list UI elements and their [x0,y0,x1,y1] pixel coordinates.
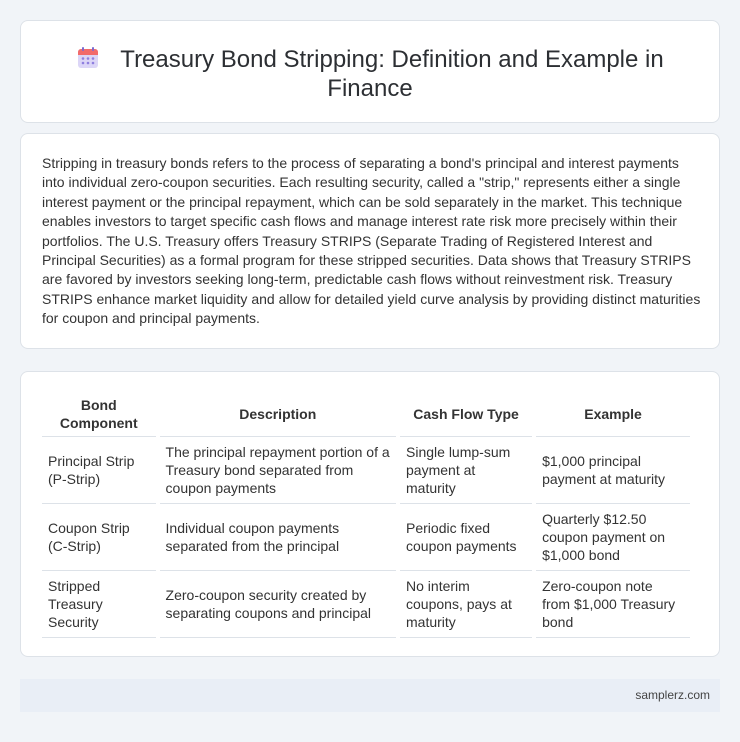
cell-cash-flow: No interim coupons, pays at maturity [400,571,532,638]
cell-example: $1,000 principal payment at maturity [536,437,690,504]
calendar-icon [76,46,100,70]
footer-source: samplerz.com [635,688,710,702]
page-title [51,45,689,103]
header-card [20,20,720,123]
page-title-text: Treasury Bond Stripping: Definition and Example in Finance [120,46,664,102]
header-description: Description [160,392,396,437]
cell-description: Individual coupon payments separated from the principal [160,504,396,571]
header-cash-flow-type: Cash Flow Type [400,392,532,437]
cell-cash-flow: Periodic fixed coupon payments [400,504,532,571]
cell-component: Principal Strip (P-Strip) [42,437,156,504]
intro-card [20,133,720,349]
table-row [42,437,690,504]
table-card [20,371,720,657]
table-header-row [42,392,690,437]
cell-example: Zero-coupon note from $1,000 Treasury bond [536,571,690,638]
cell-description: The principal repayment portion of a Treasury bond separated from coupon payments [160,437,396,504]
title-wrap [51,45,689,103]
bond-stripping-table [38,392,694,638]
cell-description: Zero-coupon security created by separating coupons and principal [160,571,396,638]
table-row [42,504,690,571]
intro-paragraph: Stripping in treasury bonds refers to the process of separating a bond's principal and interest payments into individual zero-coupon securities. Each resulting security, called a "strip," represents either a single interest payment or the principal repayment, which can be sold separately in the market. This technique enables investors to target specific cash flows and manage interest rate risk more precisely within their portfolios. The U.S. Treasury offers Treasury STRIPS (Separate Trading of Registered Interest and Principal Securities) as a formal program for these stripped securities. Data shows that Treasury STRIPS are favored by investors seeking long-term, predictable cash flows without reinvestment risk. Treasury STRIPS enhance market liquidity and allow for detailed yield curve analysis by providing distinct maturities for coupon and principal payments. [42,155,701,327]
table-row [42,571,690,638]
header-example: Example [536,392,690,437]
header-bond-component: Bond Component [42,392,156,437]
footer-bar [20,679,720,712]
cell-component: Coupon Strip (C-Strip) [42,504,156,571]
cell-component: Stripped Treasury Security [42,571,156,638]
cell-cash-flow: Single lump-sum payment at maturity [400,437,532,504]
cell-example: Quarterly $12.50 coupon payment on $1,000 bond [536,504,690,571]
